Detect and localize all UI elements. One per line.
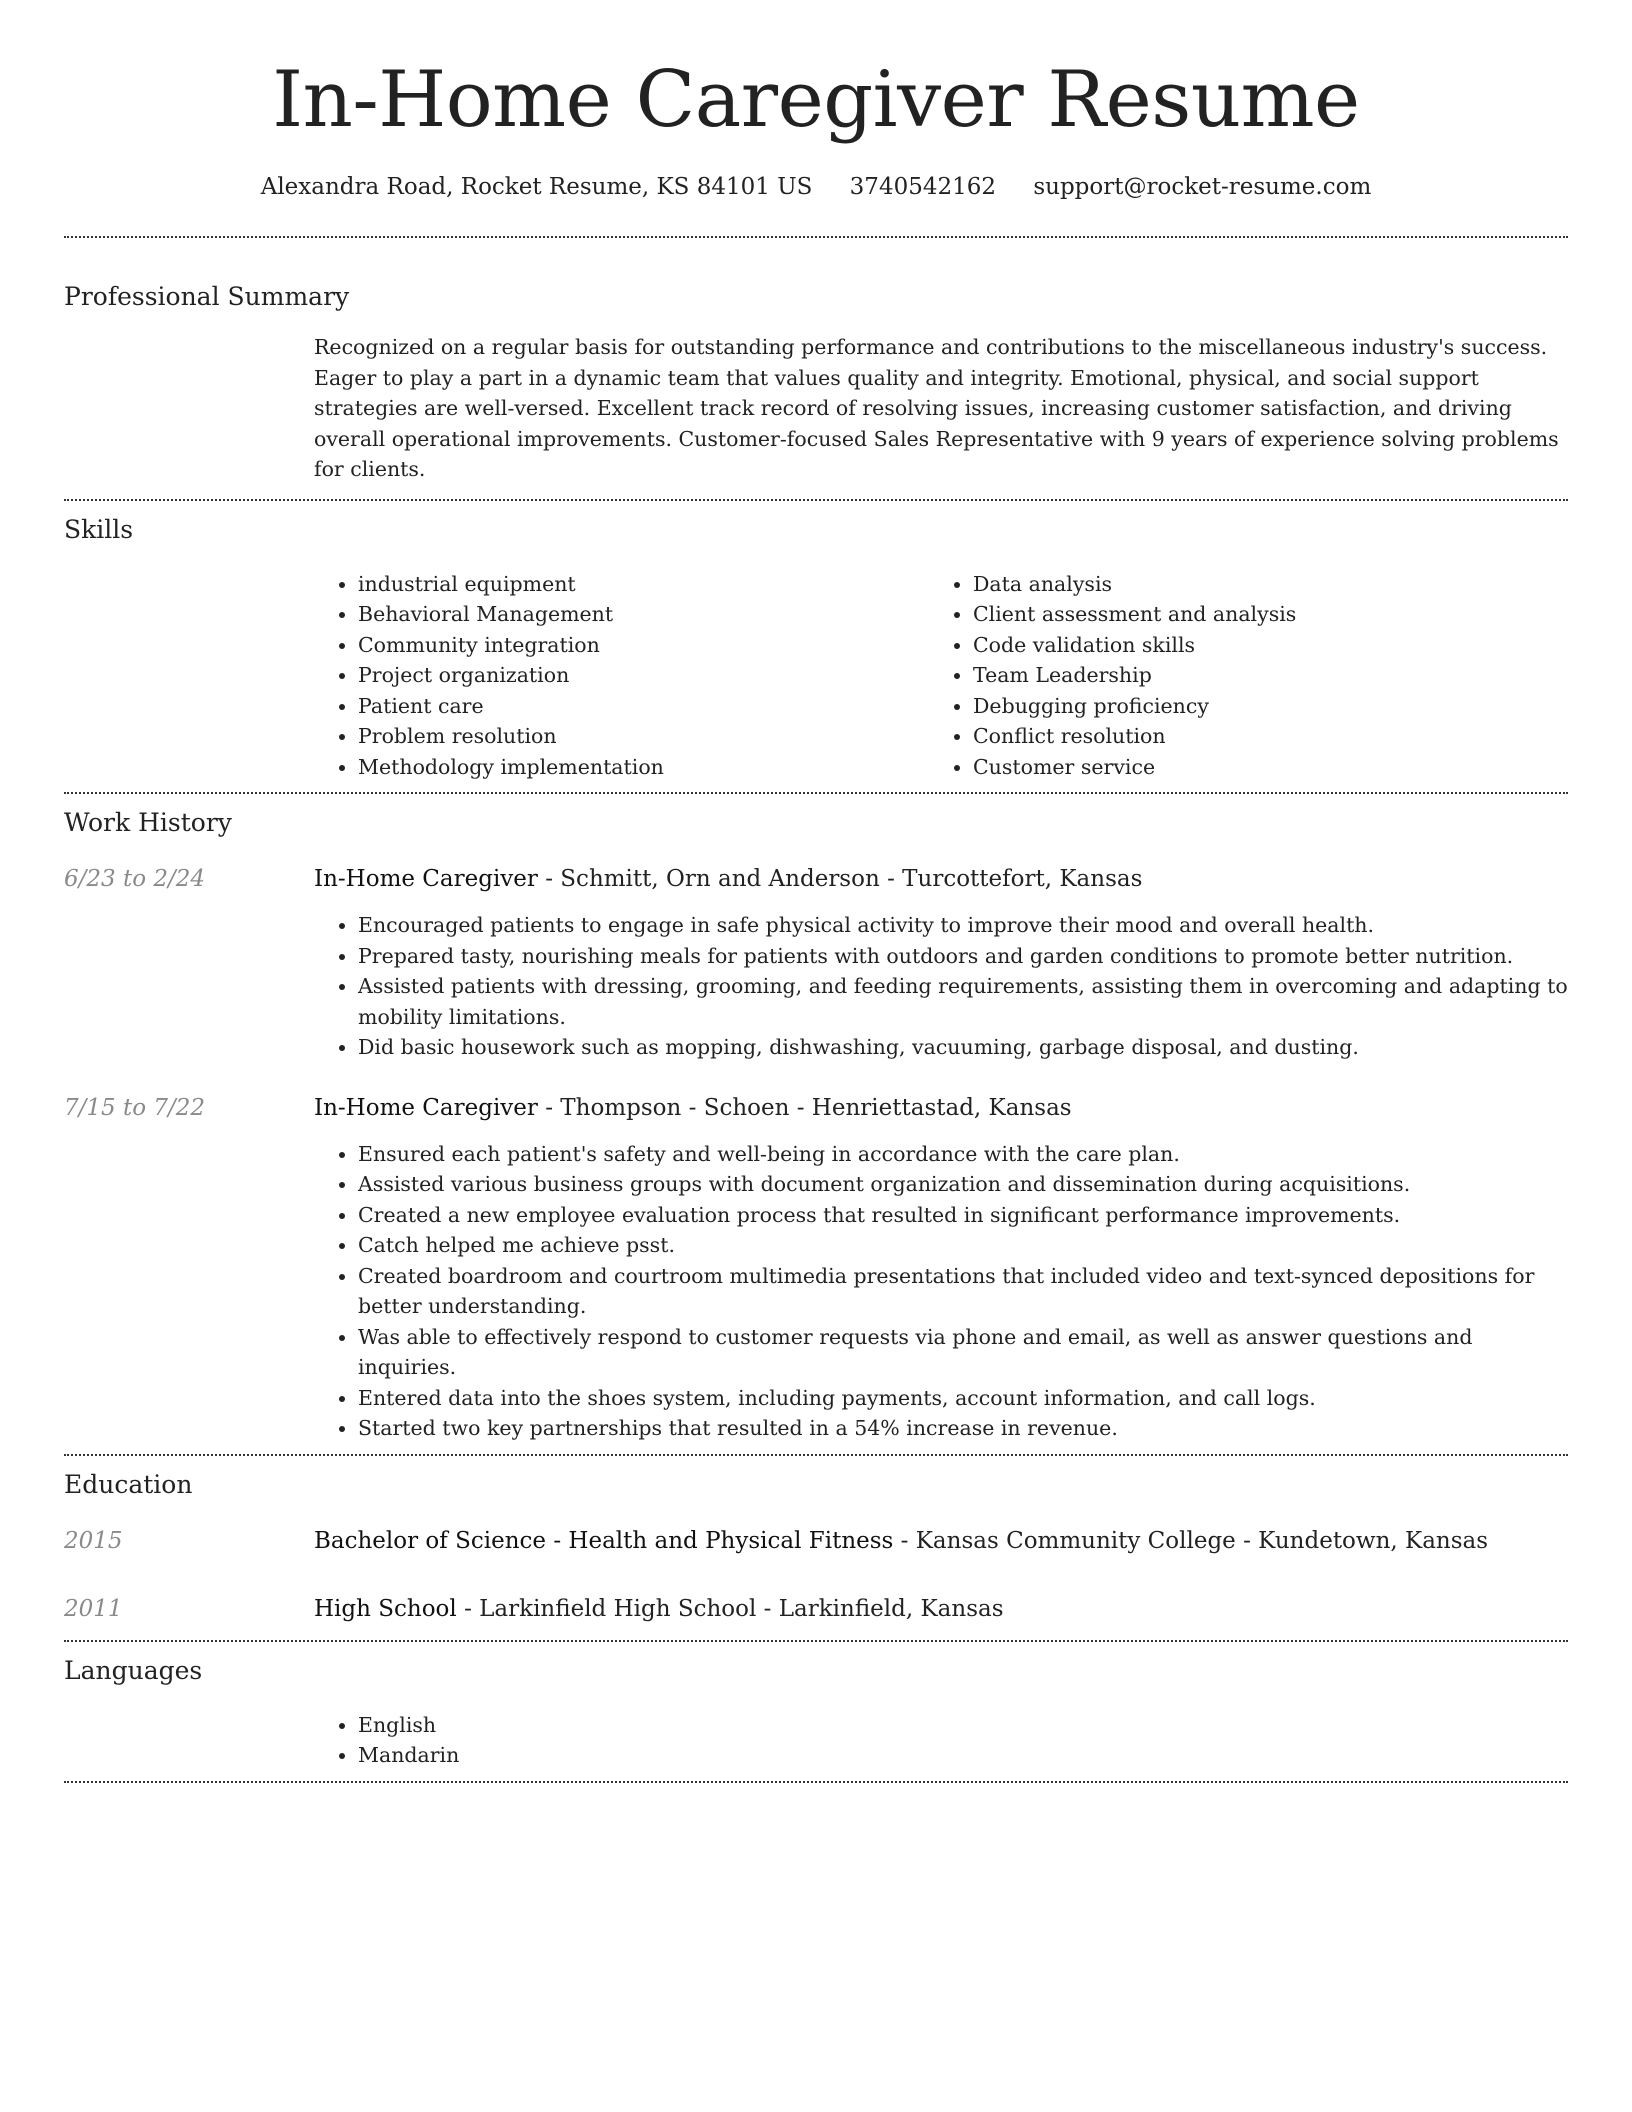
resume-page — [64, 0, 1568, 1783]
job-role: In-Home Caregiver — [314, 1094, 538, 1121]
language-item: • Mandarin — [358, 1740, 1568, 1771]
job-bullet: • Was able to effectively respond to customer requests via phone and email, as well as answer questions and inquiries. — [358, 1322, 1568, 1383]
education-year: 2015 — [64, 1527, 123, 1554]
resume-title: In-Home Caregiver Resume — [272, 55, 1360, 145]
section-divider — [64, 499, 1568, 501]
section-divider — [64, 792, 1568, 794]
section-divider — [64, 1454, 1568, 1456]
section-divider — [64, 236, 1568, 238]
job-entry — [64, 1091, 1568, 1444]
job-bullet: • Started two key partnerships that resulted in a 54% increase in revenue. — [358, 1413, 1568, 1444]
job-bullet: • Created a new employee evaluation process that resulted in significant performance improvements. — [358, 1200, 1568, 1231]
skills-column-left — [314, 569, 929, 783]
skills-list — [314, 569, 1568, 783]
job-bullets — [314, 910, 1568, 1063]
skill-item: • Team Leadership — [973, 660, 1544, 691]
job-heading — [314, 862, 1142, 896]
job-dates: 7/15 to 7/22 — [64, 1094, 206, 1121]
education-degree: Bachelor of Science - Health and Physical Fitness — [314, 1527, 894, 1554]
skill-item: • Patient care — [358, 691, 929, 722]
contact-line — [64, 170, 1568, 204]
job-heading — [314, 1091, 1072, 1125]
skill-item: • Customer service — [973, 752, 1544, 783]
education-year: 2011 — [64, 1595, 123, 1622]
education-entry — [64, 1592, 1568, 1626]
job-bullet: • Prepared tasty, nourishing meals for patients with outdoors and garden conditions to promote better nutrition. — [358, 941, 1568, 972]
summary-text: Recognized on a regular basis for outstanding performance and contributions to the miscellaneous industry's success. Eager to play a part in a dynamic team that values quality and integrity. Emotional, physical, and social support strategies are well-versed. Excellent track record of resolving issues, increasing customer satisfaction, and driving overall operational improvements. Customer-focused Sales Representative with 9 years of experience solving problems for clients. — [314, 335, 1559, 481]
job-bullet: • Created boardroom and courtroom multimedia presentations that included video and text-synced depositions for better understanding. — [358, 1261, 1568, 1322]
languages-list — [314, 1710, 1568, 1771]
job-bullet: • Encouraged patients to engage in safe physical activity to improve their mood and overall health. — [358, 910, 1568, 941]
skill-item: • Conflict resolution — [973, 721, 1544, 752]
skill-item: • Community integration — [358, 630, 929, 661]
job-details: - Schmitt, Orn and Anderson - Turcottefort, Kansas — [537, 866, 1143, 892]
skill-item: • Project organization — [358, 660, 929, 691]
skill-item: • Methodology implementation — [358, 752, 929, 783]
skill-item: • Code validation skills — [973, 630, 1544, 661]
language-item: • English — [358, 1710, 1568, 1741]
job-bullet: • Did basic housework such as mopping, dishwashing, vacuuming, garbage disposal, and dusting. — [358, 1032, 1568, 1063]
education-heading-line — [314, 1524, 1488, 1558]
job-dates: 6/23 to 2/24 — [64, 866, 206, 892]
section-divider — [64, 1781, 1568, 1783]
summary-heading: Professional Summary — [64, 282, 350, 311]
skills-heading: Skills — [64, 514, 134, 544]
skill-item: • Data analysis — [973, 569, 1544, 600]
education-degree: High School — [314, 1595, 457, 1622]
job-bullet: • Assisted various business groups with document organization and dissemination during acquisitions. — [358, 1169, 1568, 1200]
skill-item: • Behavioral Management — [358, 599, 929, 630]
job-role: In-Home Caregiver — [314, 866, 538, 892]
job-details: - Thompson - Schoen - Henriettastad, Kansas — [537, 1094, 1072, 1121]
education-heading-line — [314, 1592, 1004, 1626]
languages-heading: Languages — [64, 1655, 203, 1685]
skill-item: • Client assessment and analysis — [973, 599, 1544, 630]
job-entry — [64, 862, 1568, 1063]
job-bullet: • Assisted patients with dressing, grooming, and feeding requirements, assisting them in overcoming and adapting to mobility limitations. — [358, 971, 1568, 1032]
section-divider — [64, 1640, 1568, 1642]
contact-email: support@rocket-resume.com — [1033, 174, 1372, 200]
job-bullets — [314, 1139, 1568, 1444]
skill-item: • Debugging proficiency — [973, 691, 1544, 722]
skill-item: • Problem resolution — [358, 721, 929, 752]
education-details: - Larkinfield High School - Larkinfield, Kansas — [456, 1595, 1004, 1622]
work-history-heading: Work History — [64, 808, 232, 837]
skill-item: • industrial equipment — [358, 569, 929, 600]
education-heading: Education — [64, 1469, 193, 1499]
job-bullet: • Ensured each patient's safety and well-being in accordance with the care plan. — [358, 1139, 1568, 1170]
skills-column-right — [929, 569, 1544, 783]
education-details: - Kansas Community College - Kundetown, Kansas — [893, 1527, 1489, 1554]
job-bullet: • Entered data into the shoes system, including payments, account information, and call logs. — [358, 1383, 1568, 1414]
contact-phone: 3740542162 — [849, 174, 997, 200]
education-entry — [64, 1524, 1568, 1558]
contact-address: Alexandra Road, Rocket Resume, KS 84101 US — [260, 174, 813, 200]
job-bullet: • Catch helped me achieve psst. — [358, 1230, 1568, 1261]
